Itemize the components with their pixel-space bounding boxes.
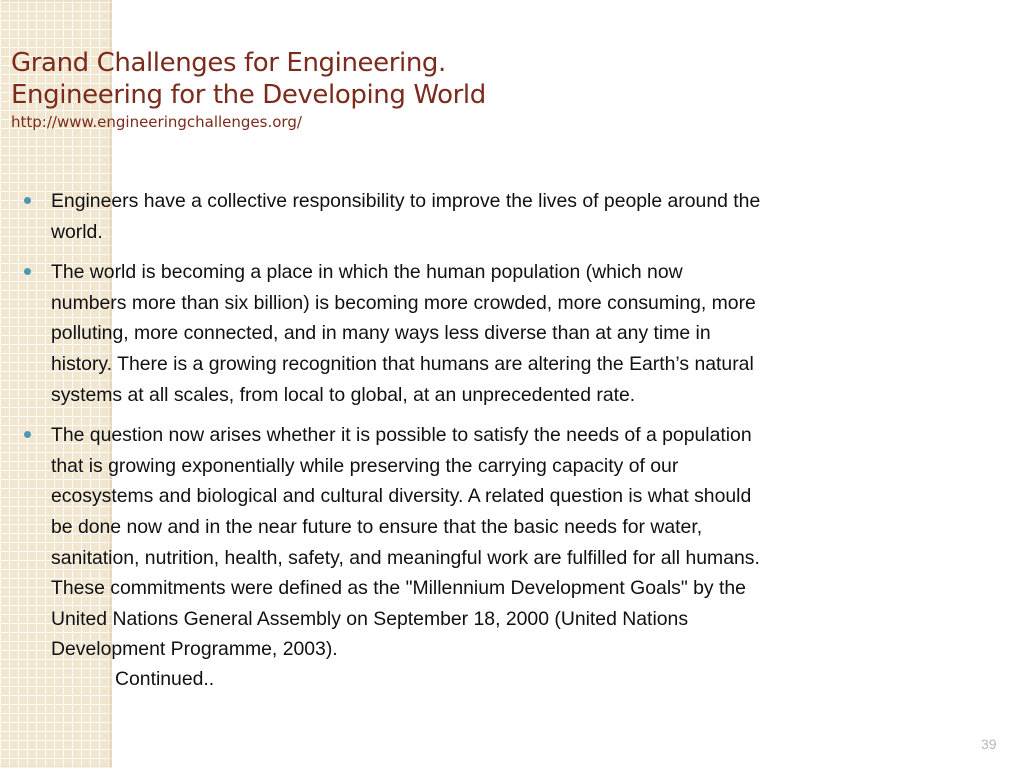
bullet-3-line-4: be done now and in the near future to ensure that the basic needs for water, [51, 515, 703, 538]
bullet-3-line-6: These commitments were defined as the "Millennium Development Goals" by the [51, 577, 746, 600]
bullet-item-1 [0, 186, 930, 247]
bullet-2-line-5: systems at all scales, from local to global, at an unprecedented rate. [51, 383, 636, 406]
bullet-3-line-3: ecosystems and biological and cultural diversity. A related question is what should [51, 485, 752, 508]
bullet-3-line-2: that is growing exponentially while preserving the carrying capacity of our [51, 454, 679, 477]
slide-title [11, 47, 831, 131]
title-line-2: Engineering for the Developing World [11, 80, 486, 110]
bullet-2-line-3: polluting, more connected, and in many ways less diverse than at any time in [51, 322, 711, 345]
bullet-item-3 [0, 420, 930, 665]
continued-note: Continued.. [115, 668, 215, 690]
source-url: http://www.engineeringchallenges.org/ [11, 113, 302, 131]
bullet-2-line-1: The world is becoming a place in which the human population (which now [51, 261, 683, 284]
bullet-3-line-8: Development Programme, 2003). [51, 638, 338, 661]
bullet-dot-icon [24, 268, 31, 275]
bullet-1-line-1: Engineers have a collective responsibility to improve the lives of people around the [51, 190, 761, 212]
title-line-1: Grand Challenges for Engineering. [11, 48, 446, 78]
bullet-1-line-2: world. [51, 220, 103, 243]
bullet-3-line-5: sanitation, nutrition, health, safety, and meaningful work are fulfilled for all humans. [51, 546, 760, 569]
bullet-dot-icon [24, 431, 31, 438]
bullet-3-line-1: The question now arises whether it is possible to satisfy the needs of a population [51, 424, 752, 447]
bullet-3-line-7: United Nations General Assembly on September 18, 2000 (United Nations [51, 607, 689, 630]
bullet-item-2 [0, 257, 930, 410]
bullet-dot-icon [24, 197, 31, 204]
page-number: 39 [981, 736, 997, 752]
bullet-2-line-2: numbers more than six billion) is becoming more crowded, more consuming, more [51, 291, 756, 314]
bullet-2-line-4: history. There is a growing recognition that humans are altering the Earth’s natural [51, 352, 754, 375]
bullet-list [0, 186, 930, 675]
